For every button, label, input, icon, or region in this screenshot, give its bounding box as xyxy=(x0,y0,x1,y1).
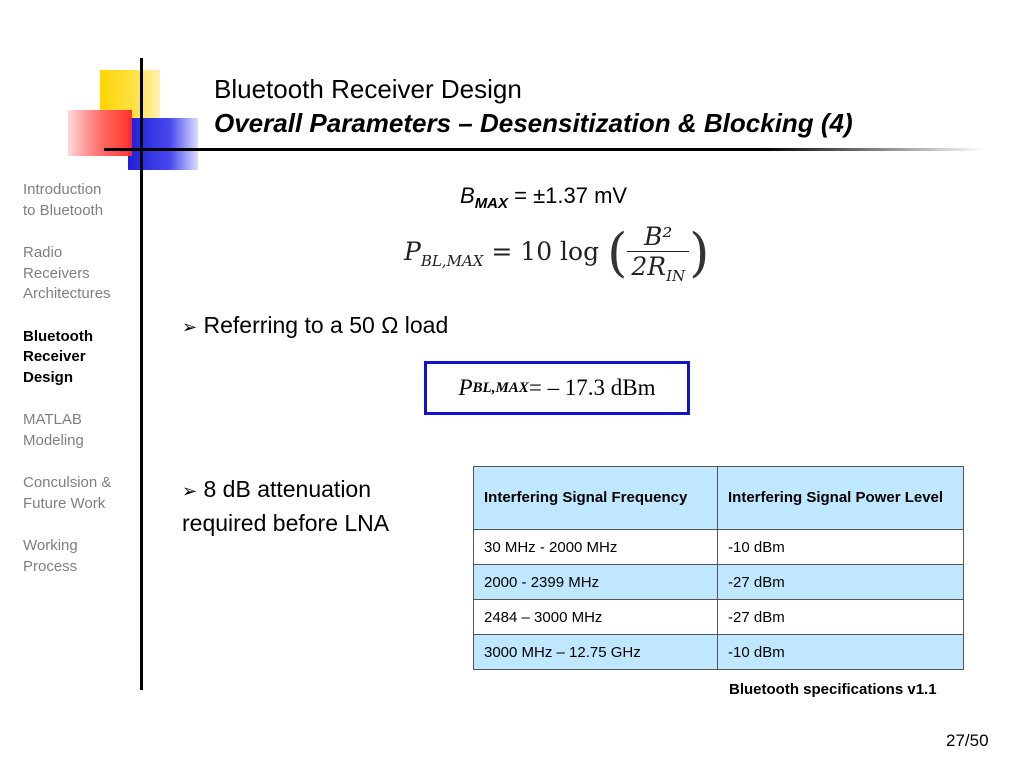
sidebar-nav xyxy=(23,180,135,599)
arrow-bullet-icon: ➢ xyxy=(182,317,198,337)
table-row xyxy=(474,530,964,565)
bullet-attenuation: ➢ 8 dB attenuation required before LNA xyxy=(182,476,390,536)
column-header: Interfering Signal Power Level xyxy=(718,467,964,530)
table-header-row xyxy=(474,467,964,530)
table-row xyxy=(474,565,964,600)
table-cell: 30 MHz - 2000 MHz xyxy=(474,530,718,565)
bmax-equation: $B_{MAX} = \pm 1.37$ mV xyxy=(460,183,628,212)
vertical-divider xyxy=(140,58,143,690)
column-header: Interfering Signal Frequency xyxy=(474,467,718,530)
table-cell: -10 dBm xyxy=(718,530,964,565)
sidebar-item-introduction[interactable]: Introduction to Bluetooth xyxy=(23,181,104,219)
table-row xyxy=(474,600,964,635)
table-caption: Bluetooth specifications v1.1 xyxy=(729,681,937,698)
logo-blue-square xyxy=(128,118,198,170)
power-formula: $P_{BL,MAX} = 10$ log ( $\frac{\text{B²}}{2R_{IN}}$ ) xyxy=(404,222,710,285)
sidebar-item-bluetooth-receiver-design[interactable]: Bluetooth Receiver Design xyxy=(23,327,93,386)
table-cell: -10 dBm xyxy=(718,635,964,670)
page-number: 27/50 xyxy=(946,731,989,750)
table-row xyxy=(474,635,964,670)
formula-fraction: $\frac{\text{B²}}{2R_{IN}}$ xyxy=(627,222,689,285)
table-cell: -27 dBm xyxy=(718,600,964,635)
table-cell: 2000 - 2399 MHz xyxy=(474,565,718,600)
table-cell: 2484 – 3000 MHz xyxy=(474,600,718,635)
sidebar-item-radio-receivers[interactable]: Radio Receivers Architectures xyxy=(23,244,111,302)
bullet-load-reference: ➢ Referring to a 50 Ω load xyxy=(182,312,449,338)
arrow-bullet-icon: ➢ xyxy=(182,481,198,501)
horizontal-divider xyxy=(104,148,984,151)
interference-table xyxy=(473,466,964,670)
slide-title: Overall Parameters – Desensitization & Blocking (4) xyxy=(214,108,853,138)
table-cell: -27 dBm xyxy=(718,565,964,600)
table-cell: 3000 MHz – 12.75 GHz xyxy=(474,635,718,670)
slide-section-title: Bluetooth Receiver Design xyxy=(214,74,522,104)
result-box: P BL,MAX = – 17.3 dBm xyxy=(424,361,690,415)
sidebar-item-working-process[interactable]: Working Process xyxy=(23,537,78,575)
sidebar-item-conclusion[interactable]: Conculsion & Future Work xyxy=(23,474,112,512)
sidebar-item-matlab-modeling[interactable]: MATLAB Modeling xyxy=(23,411,84,449)
